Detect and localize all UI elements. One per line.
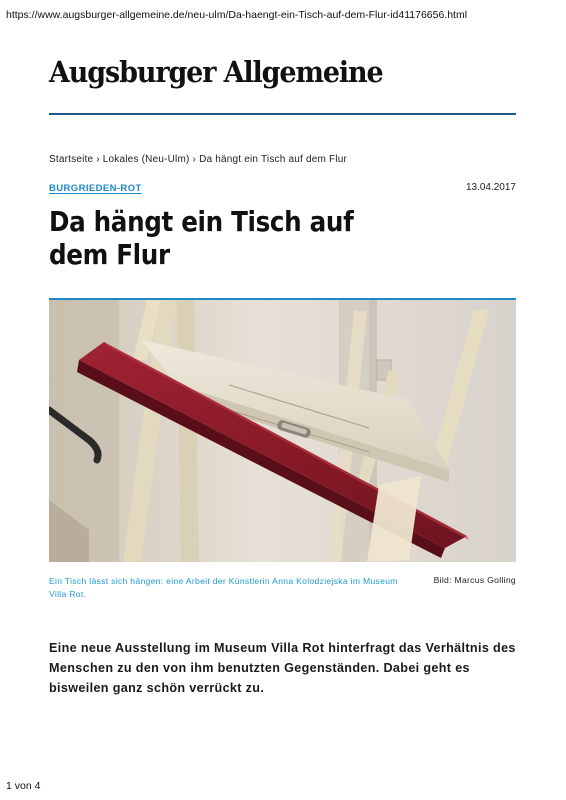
breadcrumb	[49, 154, 347, 165]
image-caption: Ein Tisch lässt sich hängen: eine Arbeit der Künstlerin Anna Kolodziejska im Museum Villa Rot.	[49, 576, 398, 599]
breadcrumb-separator: ›	[96, 154, 100, 165]
breadcrumb-item-current: Da hängt ein Tisch auf dem Flur	[199, 154, 348, 165]
site-logo[interactable]: Augsburger Allgemeine	[49, 55, 383, 89]
masthead-divider	[49, 113, 516, 115]
breadcrumb-separator: ›	[192, 154, 197, 165]
image-credit: Bild: Marcus Golling	[433, 575, 516, 585]
article-image[interactable]	[49, 300, 516, 562]
article-date: 13.04.2017	[465, 182, 516, 193]
hanging-table-photo	[49, 300, 516, 562]
page-url: https://www.augsburger-allgemeine.de/neu-ulm/Da-haengt-ein-Tisch-auf-dem-Flur-id41176656.html	[6, 9, 468, 21]
article-kicker[interactable]: BURGRIEDEN-ROT	[49, 183, 142, 194]
breadcrumb-item-home[interactable]: Startseite	[49, 154, 94, 165]
article-headline: Da hängt ein Tisch auf dem Flur	[49, 205, 354, 271]
article-lead: Eine neue Ausstellung im Museum Villa Rot hinterfragt das Verhältnis des Menschen zu den von ihm benutzten Gegenständen. Dabei geht es bisweilen ganz schön verrückt zu.	[49, 641, 516, 695]
page-indicator: 1 von 4	[6, 780, 41, 792]
breadcrumb-item-section[interactable]: Lokales (Neu-Ulm)	[102, 154, 190, 165]
